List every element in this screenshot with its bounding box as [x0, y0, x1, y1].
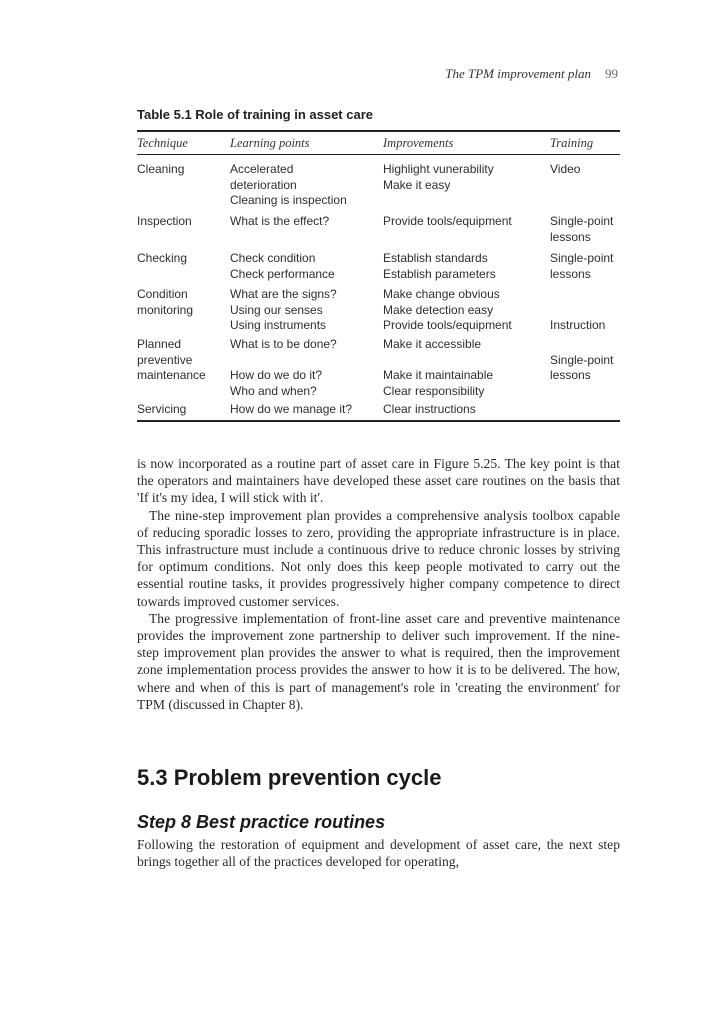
table-cell: Video	[550, 162, 581, 176]
table-cell: Provide tools/equipment	[383, 214, 512, 228]
header-learning-points: Learning points	[230, 136, 310, 150]
table-cell: What is the effect?	[230, 214, 330, 228]
table-cell: Servicing	[137, 402, 187, 416]
page-number: 99	[605, 66, 618, 81]
table-cell: Make it accessible Make it maintainable Clear responsibility	[383, 337, 494, 398]
table-cell: Condition monitoring	[137, 287, 194, 317]
table-cell: What is to be done? How do we do it? Who and when?	[230, 337, 337, 398]
table-bottom-rule	[137, 420, 620, 422]
running-head-title: The TPM improvement plan	[445, 66, 591, 81]
step-heading: Step 8 Best practice routines	[137, 812, 386, 832]
table-cell: Highlight vunerability Make it easy	[383, 162, 494, 192]
paragraph: The nine-step improvement plan provides a comprehensive analysis toolbox capable of reducing sporadic losses to zero, providing the appropriate infrastructure is in place. This infrastructure must include a continuous drive to reduce chronic losses by striving for optimum conditions. Not only does this keep people motivated to carry out the essential routine tasks, it provides progressively higher company competence to direct towards improved customer services.	[137, 507, 620, 609]
paragraph: is now incorporated as a routine part of asset care in Figure 5.25. The key point is that the operators and maintainers have developed these asset care routines on the basis that 'If it's my idea, I will stick with it'.	[137, 456, 620, 506]
table-cell: Make change obvious Make detection easy Provide tools/equipment	[383, 287, 512, 332]
table-cell: Instruction	[550, 318, 606, 332]
paragraph: The progressive implementation of front-line asset care and preventive maintenance provides the improvement zone partnership to deliver such improvement. If the nine-step improvement plan provides the answer to what is required, then the improvement zone implementation process provides the answer to how it is to be delivered. The how, where and when of this is part of management's role in 'creating the environment' for TPM (discussed in Chapter 8).	[137, 610, 620, 712]
table-cell: Checking	[137, 251, 188, 265]
table-cell: Clear instructions	[383, 402, 476, 416]
table-cell: What are the signs? Using our senses Using instruments	[230, 287, 337, 332]
table-cell: Inspection	[137, 214, 192, 228]
table-cell: Single-point lessons	[550, 214, 614, 244]
table-cell: Accelerated deterioration Cleaning is inspection	[230, 162, 347, 207]
header-improvements: Improvements	[383, 136, 454, 150]
step-paragraph: Following the restoration of equipment and development of asset care, the next step brings together all of the practices developed for operating,	[137, 837, 620, 870]
table-header-rule	[137, 154, 620, 155]
table-cell: Check condition Check performance	[230, 251, 335, 281]
table-caption: Table 5.1 Role of training in asset care	[137, 107, 373, 122]
table-cell: Cleaning	[137, 162, 185, 176]
header-technique: Technique	[137, 136, 188, 150]
table-cell: Establish standards Establish parameters	[383, 251, 496, 281]
table-cell: How do we manage it?	[230, 402, 353, 416]
table-top-rule	[137, 130, 620, 132]
body-text	[137, 455, 620, 713]
table-cell: Single-point lessons	[550, 251, 614, 281]
header-training: Training	[550, 136, 594, 150]
running-head	[445, 66, 618, 82]
table-cell: Planned preventive maintenance	[137, 337, 206, 382]
section-heading: 5.3 Problem prevention cycle	[137, 765, 442, 790]
table-cell: Single-point lessons	[550, 352, 614, 382]
